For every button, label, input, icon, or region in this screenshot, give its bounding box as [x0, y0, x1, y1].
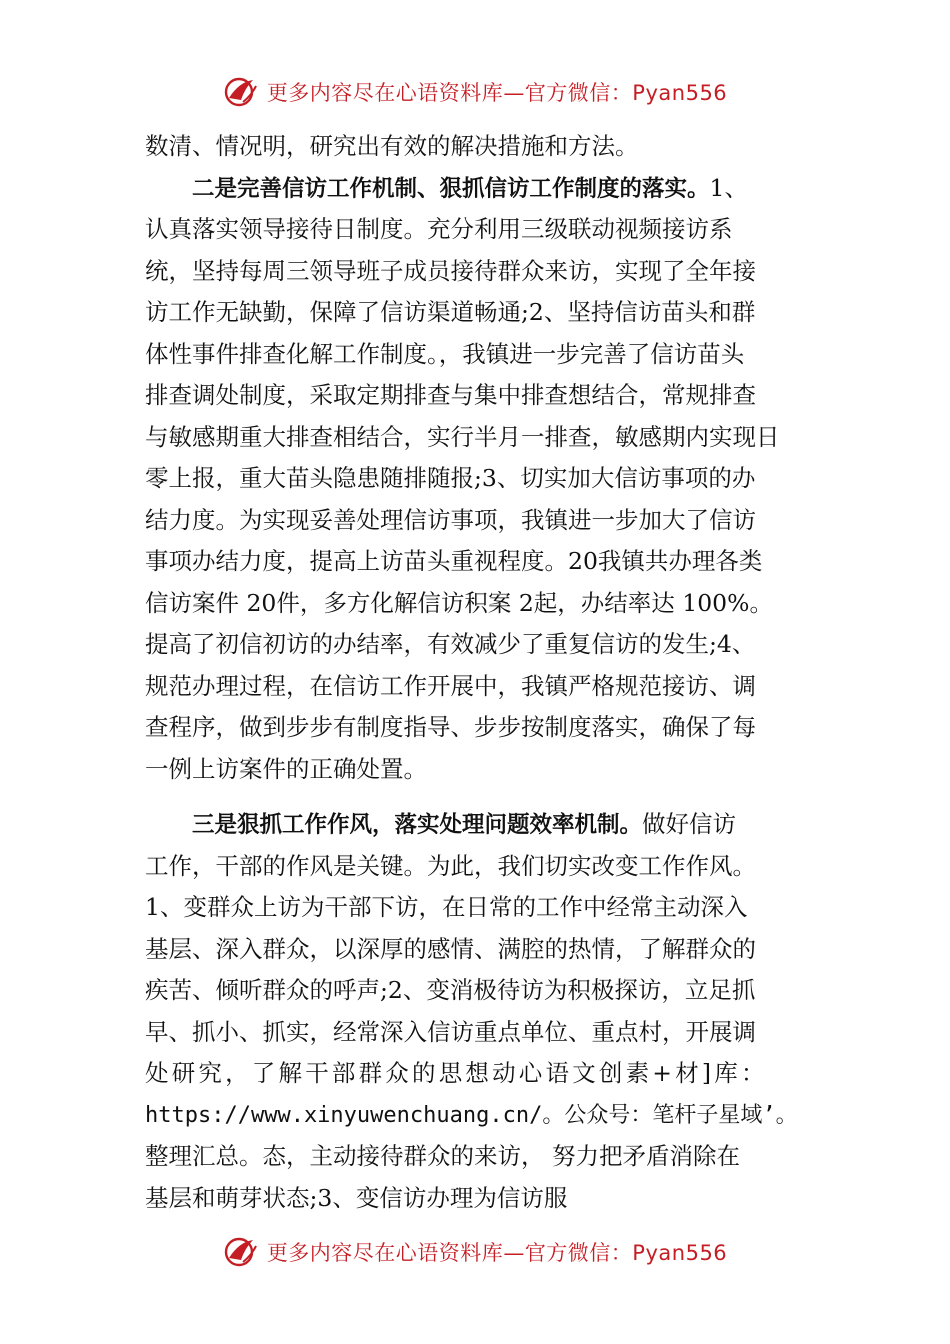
text-line: 排查调处制度，采取定期排查与集中排查想结合，常规排查 [145, 381, 756, 409]
text-line: 查程序，做到步步有制度指导、步步按制度落实，确保了每 [145, 713, 756, 741]
text-line: 疾苦、倾听群众的呼声;2、变消极待访为积极探访，立足抓 [145, 976, 756, 1004]
text-line: 一例上访案件的正确处置。 [145, 754, 427, 783]
text-line: 信访案件 20件，多方化解信访积案 2起，办结率达 100%。 [145, 588, 773, 617]
url-line: https://www.xinyuwenchuang.cn/。公众号：笔杆子星域’。 [145, 1102, 798, 1128]
text-line: 访工作无缺勤，保障了信访渠道畅通;2、坚持信访苗头和群 [145, 298, 756, 326]
text-line: 基层和萌芽状态;3、变信访办理为信访服 [145, 1183, 568, 1212]
text-line: 1、变群众上访为干部下访，在日常的工作中经常主动深入 [145, 893, 748, 921]
text-line: 与敏感期重大排查相结合，实行半月一排查，敏感期内实现日 [145, 422, 780, 451]
text-line: 结力度。为实现妥善处理信访事项，我镇进一步加大了信访 [145, 505, 756, 534]
text-line: 工作，干部的作风是关键。为此，我们切实改变工作作风。 [145, 851, 756, 880]
document-body [145, 126, 825, 1219]
header-banner [0, 72, 950, 112]
text-line: 零上报，重大苗头隐患随排随报;3、切实加大信访事项的办 [145, 464, 756, 492]
text-line: 基层、深入群众，以深厚的感情、满腔的热情，了解群众的 [145, 934, 756, 963]
logo-icon [223, 74, 259, 110]
paragraph-3-first-line: 三是狠抓工作作风，落实处理问题效率机制。做好信访 [192, 810, 737, 838]
text-line: 统，坚持每周三领导班子成员接待群众来访，实现了全年接 [145, 256, 756, 285]
paragraph-3-heading: 三是狠抓工作作风，落实处理问题效率机制。 [192, 812, 643, 838]
footer-banner [0, 1232, 950, 1272]
text-line: 体性事件排查化解工作制度。，我镇进一步完善了信访苗头 [145, 339, 745, 368]
header-banner-text: 更多内容尽在心语资料库—官方微信：Pyan556 [266, 81, 728, 105]
text-line: 整理汇总。态，主动接待群众的来访， 努力把矛盾消除在 [145, 1142, 740, 1170]
text-line: 规范办理过程，在信访工作开展中，我镇严格规范接访、调 [145, 671, 756, 700]
text-line: 早、抓小、抓实，经常深入信访重点单位、重点村，开展调 [145, 1017, 756, 1046]
text-line: 数清、情况明，研究出有效的解决措施和方法。 [145, 132, 639, 160]
logo-icon [223, 1234, 259, 1270]
text-line: 提高了初信初访的办结率，有效减少了重复信访的发生;4、 [145, 630, 756, 658]
footer-banner-text: 更多内容尽在心语资料库—官方微信：Pyan556 [266, 1241, 728, 1265]
paragraph-2-first-line: 二是完善信访工作机制、狠抓信访工作制度的落实。1、 [192, 173, 748, 202]
paragraph-2-heading: 二是完善信访工作机制、狠抓信访工作制度的落实。 [192, 175, 710, 202]
text-line: 认真落实领导接待日制度。充分利用三级联动视频接访系 [145, 215, 733, 243]
text-line: 处研究，了解干部群众的思想动心语文创素+材]库： [145, 1059, 768, 1087]
text-line: 事项办结力度，提高上访苗头重视程度。20我镇共办理各类 [145, 547, 763, 575]
